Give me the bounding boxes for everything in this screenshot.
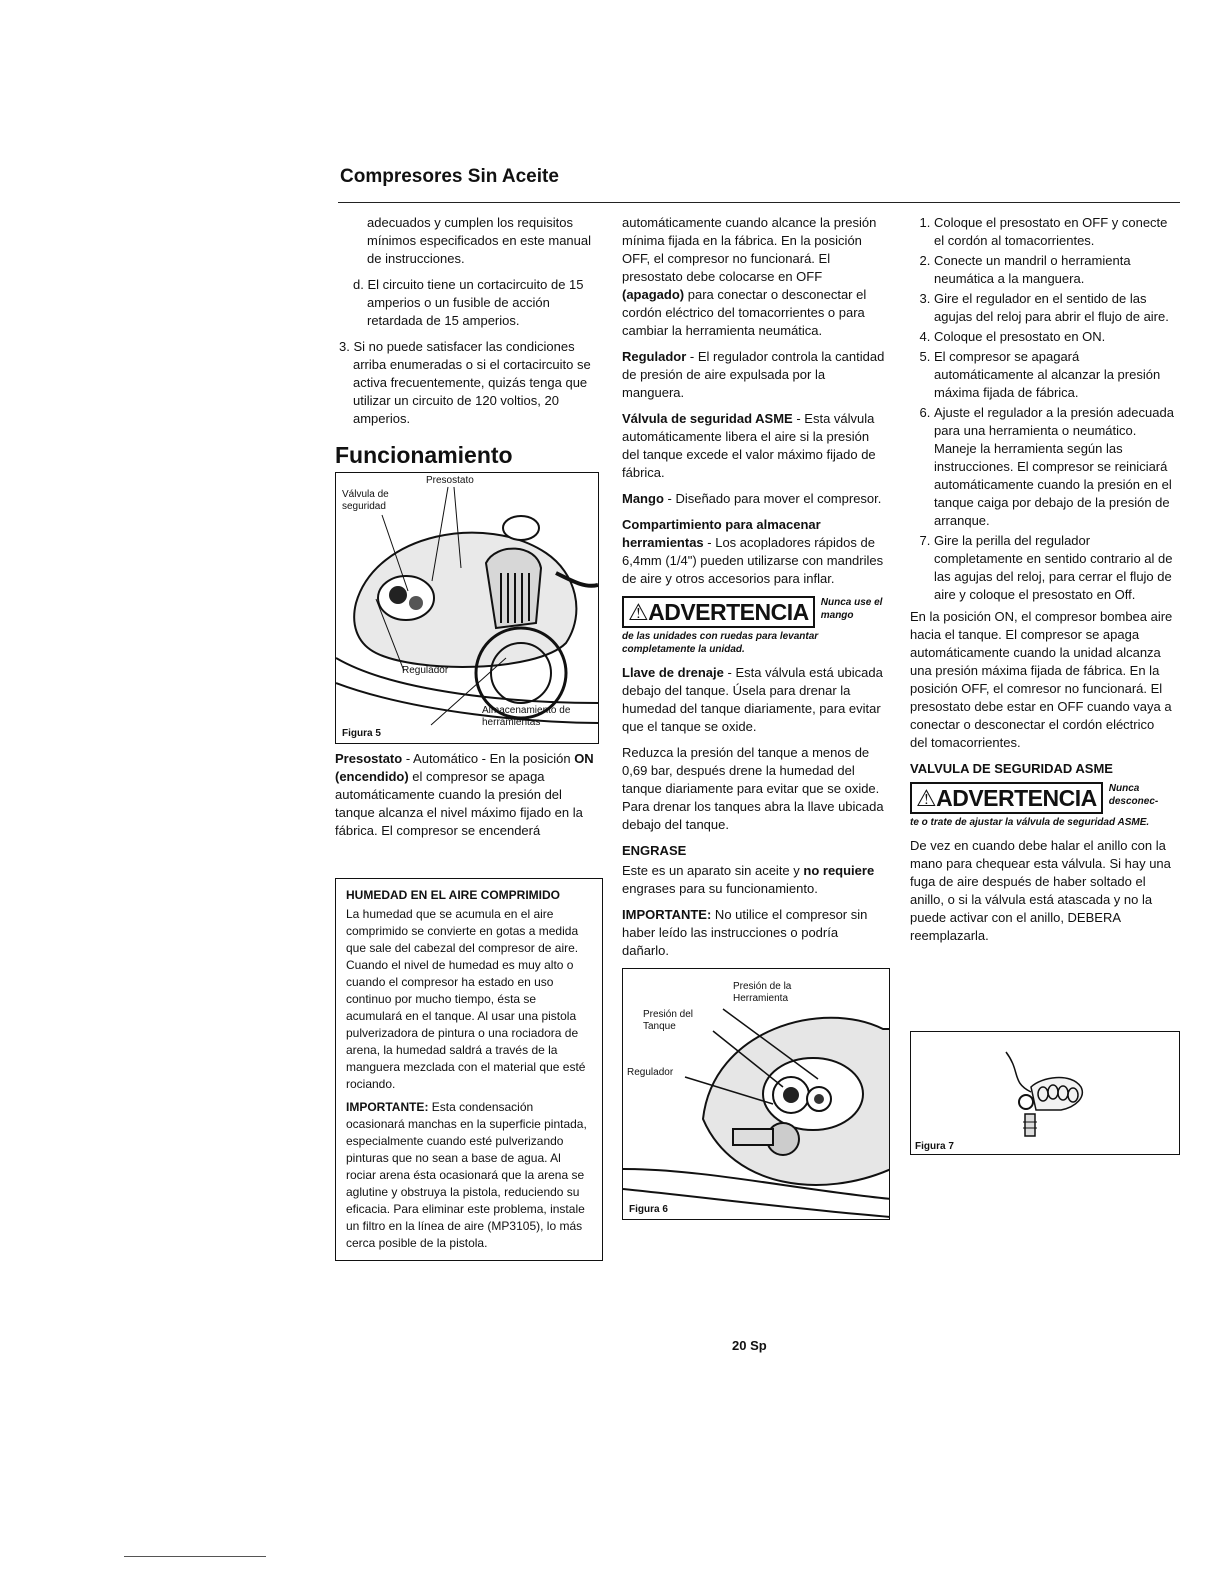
llave-paragraph (622, 664, 887, 736)
section-title: Funcionamiento (335, 442, 513, 468)
mango-text: - Diseñado para mover el compresor. (663, 491, 882, 506)
presostato-text-a: - Automático - En la posición (402, 751, 575, 766)
figure-5 (335, 472, 599, 744)
footer-rule (124, 1556, 266, 1557)
step-item: 6. Ajuste el regulador a la presión adecuada para una herramienta o neumático. Maneje la herramienta según las instrucciones. El compresor se reiniciará automáticamente cuando la presión en el tanque caiga por debajo de la presión de arranque. (934, 404, 1175, 530)
p1-text-a: automáticamente cuando alcance la presión mínima fijada en la fábrica. En la posición OFF, el compresor no funcionará. El presostato debe colocarse en OFF (622, 215, 877, 284)
step-item: 4. Coloque el presostato en ON. (934, 328, 1175, 346)
regulador-text: - El regulador controla la cantidad de presión de aire expulsada por la manguera. (622, 349, 885, 400)
llave-text: - Esta válvula está ubicada debajo del tanque. Úsela para drenar la humedad del tanque diariamente, para evitar que el tanque se oxide. (622, 665, 883, 734)
presostato-continued (622, 214, 887, 340)
warning-asme (910, 782, 1175, 814)
fig5-number: Figura 5 (342, 728, 381, 739)
valvula-text: - Esta válvula automáticamente libera el aire si la presión del tanque excede el valor máximo fijado de fábrica. (622, 411, 876, 480)
item-3: 3. Si no puede satisfacer las condiciones arriba enumeradas o si el cortacircuito se activa frecuentemente, quizás tenga que utilizar un circuito de 120 voltios, 20 amperios. (339, 339, 591, 426)
ring-check-paragraph: De vez en cuando debe halar el anillo con la mano para chequear esta válvula. Si hay una fuga de aire después de haber soltado el anillo, o si la válvula está atascada y no la puede activar con el anillo, DEBERA reemplazarla. (910, 838, 1171, 943)
moisture-important-text: Esta condensación ocasionará manchas en la superficie pintada, especialmente cuando esté pulverizando pinturas que no sean a base de agua. Al rociar arena ésta ocasionará que la arena se aglutine y obstruya la pistola, reduciendo su eficacia. Para eliminar este problema, instale un filtro en la línea de aire (MP3105), lo más cerca posible de la pistola. (346, 1100, 587, 1250)
engrase-text-b: engrases para su funcionamiento. (622, 881, 818, 896)
hand-ring-illustration (911, 1032, 1180, 1155)
valvula-paragraph (622, 410, 887, 482)
figure-7 (910, 1031, 1180, 1155)
fig5-label-regulador: Regulador (402, 665, 449, 676)
engrase-paragraph (622, 862, 887, 898)
presostato-term: Presostato (335, 751, 403, 766)
header-rule (338, 202, 1180, 203)
moisture-box-title: HUMEDAD EN EL AIRE COMPRIMIDO (346, 888, 561, 902)
column-1 (335, 214, 597, 1261)
engrase-no: no requiere (803, 863, 875, 878)
step-item: 5. El compresor se apagará automáticamente al alcanzar la presión máxima fijada de fábrica. (934, 348, 1175, 402)
warning-tail-text: de las unidades con ruedas para levantar completamente la unidad. (622, 631, 819, 655)
important-term: IMPORTANTE: (622, 907, 712, 922)
important-paragraph (622, 906, 887, 960)
warning-badge: ⚠ADVERTENCIA (910, 782, 1103, 814)
operation-steps (910, 214, 1175, 604)
compartimiento-term: Compartimiento para almacenar herramientas (622, 517, 821, 550)
regulator-illustration (623, 969, 890, 1220)
compartimiento-paragraph (622, 516, 887, 588)
moisture-box-important (346, 1099, 592, 1252)
warning-side-text: Nunca desconec- (1108, 783, 1159, 807)
fig6-label-herramienta: Presión de la Herramienta (733, 981, 792, 1004)
step-item: 2. Conecte un mandril o herramienta neumática a la manguera. (934, 252, 1175, 288)
fig7-number: Figura 7 (915, 1141, 954, 1152)
step-item: 1. Coloque el presostato en OFF y conecte el cordón al tomacorrientes. (934, 214, 1175, 250)
column-3 (910, 214, 1175, 1155)
page-number: 20 Sp (732, 1338, 767, 1353)
warning-mango (622, 596, 887, 628)
mango-paragraph (622, 490, 887, 508)
p1-off: (apagado) (622, 287, 685, 302)
step-item: 7. Gire la perilla del regulador completamente en sentido contrario al de las agujas del reloj, para cerrar el flujo de aire y coloque el presostato en Off. (934, 532, 1175, 604)
moisture-box (335, 878, 603, 1261)
page-header: Compresores Sin Aceite (340, 166, 559, 187)
column-2 (622, 214, 887, 1220)
reduzca-paragraph: Reduzca la presión del tanque a menos de 0,69 bar, después drene la humedad del tanque diariamente para evitar que se oxide. Para drenar los tanques abra la llave ubicada debajo del tanque. (622, 745, 884, 832)
fig6-label-regulador: Regulador (627, 1067, 674, 1078)
important-text: No utilice el compresor sin haber leído las instrucciones o podría dañarlo. (622, 907, 868, 958)
moisture-box-body: La humedad que se acumula en el aire comprimido se convierte en gotas a medida que sale del cabezal del compresor de aire. Cuando el nivel de humedad es muy alto o cuando el compresor ha estado en uso continuo por mucho tiempo, ésta se acumulará en el tanque. Al usar una pistola pulverizadora de pintura o una rociadora de arena, la humedad saldrá a través de la manguera mezclada con el material que esté rociando. (346, 907, 586, 1091)
presostato-text-b: el compresor se apaga automáticamente cuando la presión del tanque alcanza el nivel máximo fijado en la fábrica. El compresor se encenderá (335, 769, 583, 838)
on-paragraph: En la posición ON, el compresor bombea aire hacia el tanque. El compresor se apaga automáticamente cuando la unidad alcanza una presión máxima fijada de fábrica. En la posición OFF, el comresor no funcionará. El presostato debe estar en OFF cuando vaya a conectar o desconectar el cordón eléctrico del tomacorrientes. (910, 609, 1173, 750)
warning-tail-text: te o trate de ajustar la válvula de seguridad ASME. (910, 817, 1150, 828)
fig5-label-valvula: Válvula de seguridad (342, 489, 389, 512)
compartimiento-text: - Los acopladores rápidos de 6,4mm (1/4") pueden utilizarse con mandriles de aire y otros accesorios para inflar. (622, 535, 884, 586)
warning-side-text: Nunca use el mango (820, 597, 883, 621)
regulador-term: Regulador (622, 349, 687, 364)
fig6-label-tanque: Presión del Tanque (643, 1009, 694, 1032)
p1-text-b: para conectar o desconectar el cordón eléctrico del tomacorrientes o para cambiar la herramienta neumática. (622, 287, 867, 338)
fig5-label-presostato: Presostato (426, 475, 474, 486)
engrase-title: ENGRASE (622, 843, 687, 858)
fig6-number: Figura 6 (629, 1204, 668, 1215)
regulador-paragraph (622, 348, 887, 402)
llave-term: Llave de drenaje (622, 665, 724, 680)
compressor-top-illustration (336, 473, 599, 744)
intro-text: adecuados y cumplen los requisitos mínimos especificados en este manual de instrucciones. (367, 215, 592, 266)
asme-title: VALVULA DE SEGURIDAD ASME (910, 761, 1113, 776)
presostato-on: ON (encendido) (335, 751, 594, 784)
presostato-paragraph (335, 750, 597, 840)
engrase-text-a: Este es un aparato sin aceite y (622, 863, 804, 878)
fig5-label-almacen: Almacenamiento de herramientas (482, 705, 571, 728)
item-d: d. El circuito tiene un cortacircuito de 15 amperios o un fusible de acción retardada de 15 amperios. (353, 277, 584, 328)
mango-term: Mango (622, 491, 664, 506)
moisture-important-term: IMPORTANTE: (346, 1100, 429, 1114)
figure-6 (622, 968, 890, 1220)
step-item: 3. Gire el regulador en el sentido de las agujas del reloj para abrir el flujo de aire. (934, 290, 1175, 326)
warning-badge: ⚠ADVERTENCIA (622, 596, 815, 628)
valvula-term: Válvula de seguridad ASME (622, 411, 793, 426)
